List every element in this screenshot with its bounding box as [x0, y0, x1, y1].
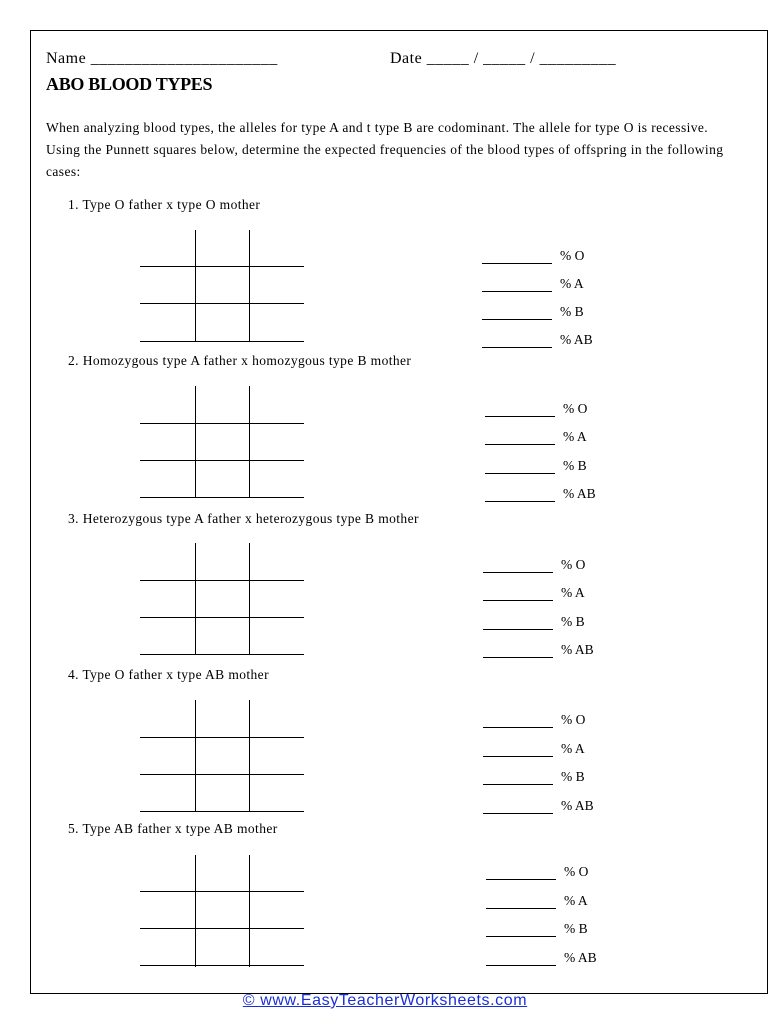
- question-5: 5. Type AB father x type AB mother: [68, 821, 278, 836]
- punnett-square-3: [140, 543, 304, 655]
- answer-2-b[interactable]: % B: [485, 458, 587, 474]
- question-3: 3. Heterozygous type A father x heterozygous type B mother: [68, 511, 419, 526]
- answer-1-b[interactable]: % B: [482, 304, 584, 320]
- answer-1-o[interactable]: % O: [482, 248, 584, 264]
- footer-link[interactable]: © www.EasyTeacherWorksheets.com: [242, 992, 528, 1009]
- answer-2-ab[interactable]: % AB: [485, 486, 596, 502]
- answer-1-ab[interactable]: % AB: [482, 332, 593, 348]
- answer-5-o[interactable]: % O: [486, 864, 588, 880]
- instructions-paragraph: When analyzing blood types, the alleles for type A and t type B are codominant. The allele for type O is recessive. Using the Punnett squares below, determine the expected frequencies of the blood types of offspring in the following cases:: [46, 120, 724, 179]
- answer-4-b[interactable]: % B: [483, 769, 585, 785]
- date-field-label: Date _____ / _____ / _________: [390, 50, 617, 67]
- question-4: 4. Type O father x type AB mother: [68, 667, 269, 682]
- answer-3-ab[interactable]: % AB: [483, 642, 594, 658]
- answer-2-a[interactable]: % A: [485, 429, 587, 445]
- punnett-square-1: [140, 230, 304, 342]
- answer-3-b[interactable]: % B: [483, 614, 585, 630]
- punnett-square-4: [140, 700, 304, 812]
- punnett-square-5: [140, 855, 304, 967]
- answer-5-ab[interactable]: % AB: [486, 950, 597, 966]
- punnett-square-2: [140, 386, 304, 498]
- answer-4-o[interactable]: % O: [483, 712, 585, 728]
- page-title: ABO BLOOD TYPES: [46, 74, 213, 94]
- answer-1-a[interactable]: % A: [482, 276, 584, 292]
- answer-5-a[interactable]: % A: [486, 893, 588, 909]
- answer-2-o[interactable]: % O: [485, 401, 587, 417]
- question-1: 1. Type O father x type O mother: [68, 197, 261, 212]
- answer-4-ab[interactable]: % AB: [483, 798, 594, 814]
- answer-5-b[interactable]: % B: [486, 921, 588, 937]
- answer-3-o[interactable]: % O: [483, 557, 585, 573]
- answer-4-a[interactable]: % A: [483, 741, 585, 757]
- answer-3-a[interactable]: % A: [483, 585, 585, 601]
- name-field-label: Name ______________________: [46, 50, 278, 67]
- question-2: 2. Homozygous type A father x homozygous type B mother: [68, 353, 412, 368]
